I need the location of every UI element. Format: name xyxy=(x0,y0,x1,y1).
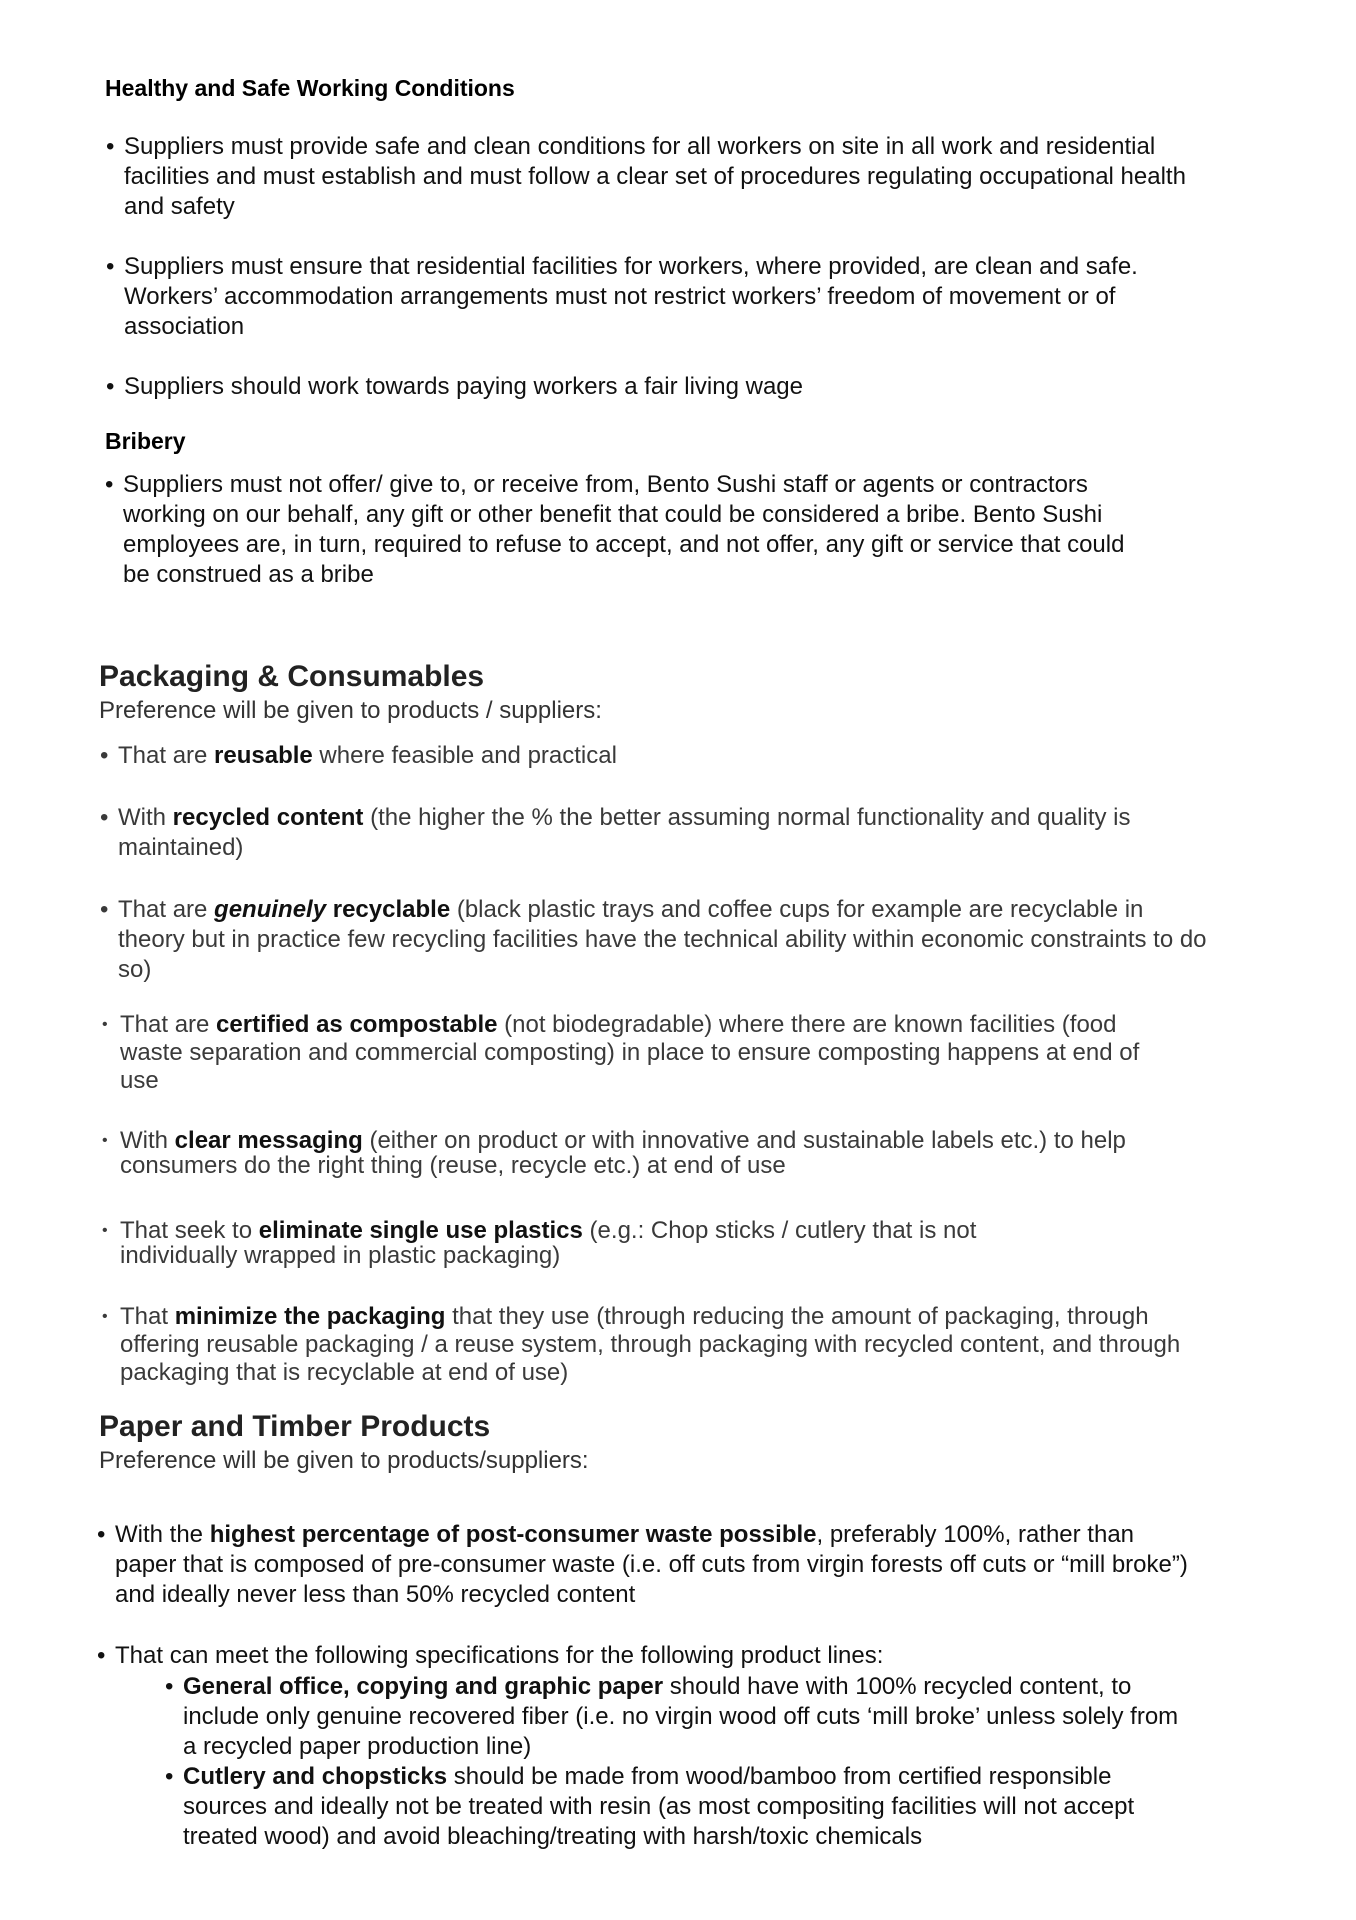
bullet: • xyxy=(100,896,109,923)
paper-item: • That can meet the following specifications for the following product lines: xyxy=(97,1642,884,1669)
bullet: • xyxy=(106,133,115,160)
bullet: • xyxy=(165,1763,174,1790)
packaging-item: • With recycled content (the higher the % the better assuming normal functionality and quality is maintained) xyxy=(100,804,1131,861)
packaging-item: • That are genuinely recyclable (black plastic trays and coffee cups for example are recyclable in theory but in practice few recycling facilities have the technical ability within economic constraints to do so) xyxy=(100,896,1207,983)
bullet: • xyxy=(106,373,115,400)
bribery-heading: Bribery xyxy=(105,428,186,454)
bullet: • xyxy=(97,1521,106,1548)
packaging-heading: Packaging & Consumables xyxy=(99,660,485,693)
bullet: • xyxy=(105,471,114,498)
bullet: • xyxy=(102,1308,108,1325)
paper-subitem: • General office, copying and graphic paper should have with 100% recycled content, to include only genuine recovered fiber (i.e. no virgin wood off cuts ‘mill broke’ unless solely from a recycled paper production line) xyxy=(165,1673,1179,1760)
packaging-item: • With clear messaging (either on product or with innovative and sustainable labels etc.) to help consumers do the right thing (reuse, recycle etc.) at end of use xyxy=(102,1127,1126,1179)
working-conditions-item: • Suppliers must provide safe and clean conditions for all workers on site in all work and residential facilities and must establish and must follow a clear set of procedures regulating occupational health and safety xyxy=(106,133,1186,220)
paper-item: • With the highest percentage of post-consumer waste possible, preferably 100%, rather than paper that is composed of pre-consumer waste (i.e. off cuts from virgin forests off cuts or “mill broke”) and ideally never less than 50% recycled content xyxy=(97,1521,1188,1608)
paper-intro: Preference will be given to products/suppliers: xyxy=(99,1447,589,1474)
bullet: • xyxy=(106,253,115,280)
packaging-item: • That are reusable where feasible and practical xyxy=(100,742,617,769)
bullet: • xyxy=(100,804,109,831)
bullet: • xyxy=(97,1642,106,1669)
bullet: • xyxy=(100,742,109,769)
bullet: • xyxy=(165,1673,174,1700)
paper-heading: Paper and Timber Products xyxy=(99,1410,491,1443)
bullet: • xyxy=(102,1222,108,1239)
working-conditions-item: • Suppliers must ensure that residential facilities for workers, where provided, are clean and safe. Workers’ accommodation arrangements must not restrict workers’ freedom of movement or of association xyxy=(106,253,1138,340)
bullet: • xyxy=(102,1016,108,1033)
packaging-item: • That minimize the packaging that they use (through reducing the amount of packaging, through offering reusable packaging / a reuse system, through packaging with recycled content, and through packaging that is recyclable at end of use) xyxy=(102,1303,1181,1386)
packaging-intro: Preference will be given to products / suppliers: xyxy=(99,697,602,724)
working-conditions-heading: Healthy and Safe Working Conditions xyxy=(105,75,515,101)
bullet: • xyxy=(102,1132,108,1149)
bribery-item: • Suppliers must not offer/ give to, or receive from, Bento Sushi staff or agents or contractors working on our behalf, any gift or other benefit that could be considered a bribe. Bento Sushi employees are, in turn, required to refuse to accept, and not offer, any gift or service that could be construed as a bribe xyxy=(105,471,1125,588)
packaging-item: • That are certified as compostable (not biodegradable) where there are known facilities (food waste separation and commercial composting) in place to ensure composting happens at end of use xyxy=(102,1011,1140,1094)
packaging-item: • That seek to eliminate single use plastics (e.g.: Chop sticks / cutlery that is not individually wrapped in plastic packaging) xyxy=(102,1217,977,1269)
paper-subitem: • Cutlery and chopsticks should be made from wood/bamboo from certified responsible sources and ideally not be treated with resin (as most compositing facilities will not accept treated wood) and avoid bleaching/treating with harsh/toxic chemicals xyxy=(165,1763,1135,1850)
working-conditions-item: • Suppliers should work towards paying workers a fair living wage xyxy=(106,373,803,400)
